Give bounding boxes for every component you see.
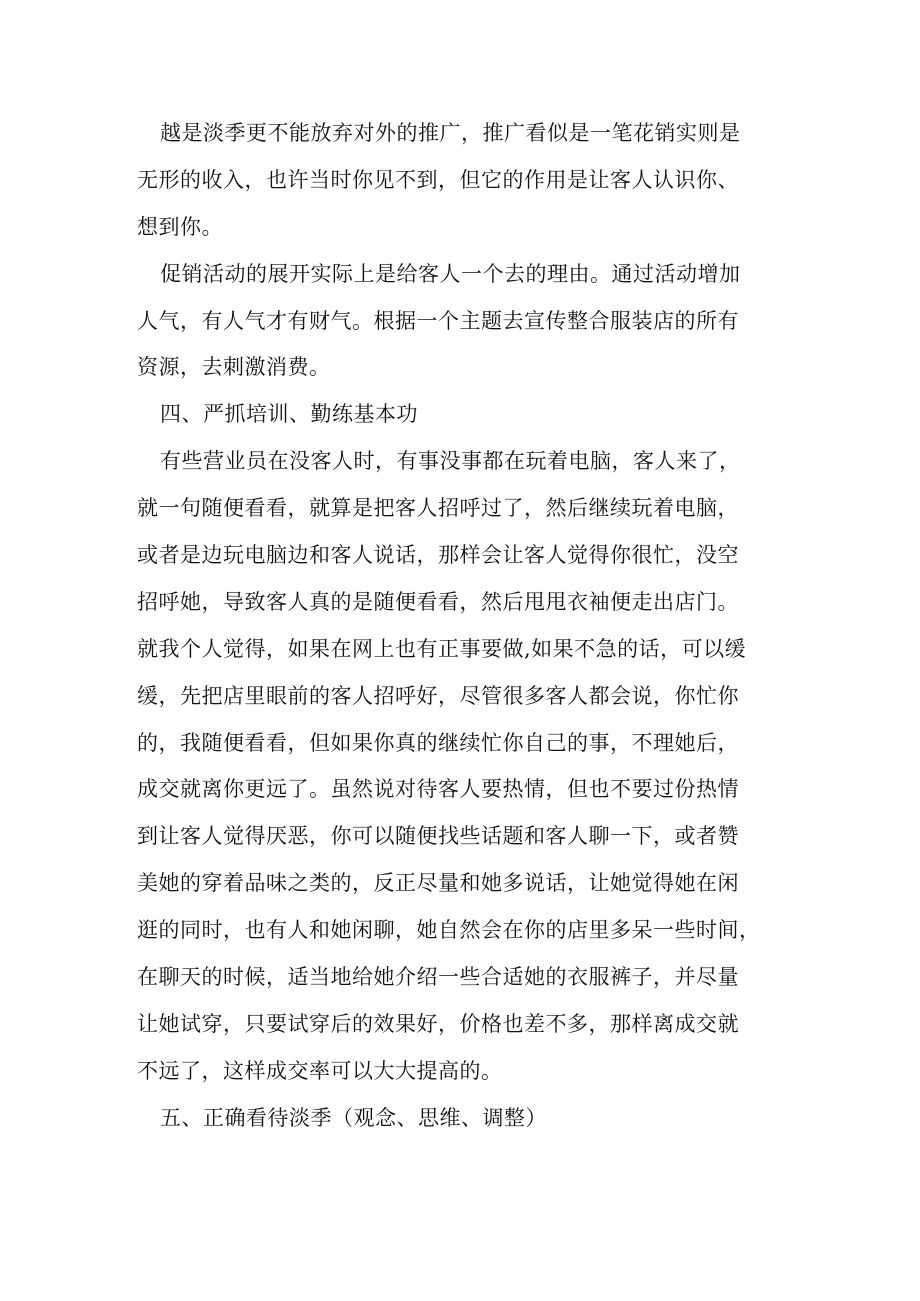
paragraph-staff-training: [137, 438, 761, 1094]
section-heading-text: 五、正确看待淡季（观念、思维、调整）: [160, 1105, 547, 1130]
paragraph-promotion: [137, 110, 757, 251]
text-line: 成交就离你更远了。虽然说对待客人要热情，但也不要过份热情: [137, 777, 739, 802]
text-line: 在聊天的时候，适当地给她介绍一些合适她的衣服裤子，并尽量: [137, 965, 739, 990]
text-line: 促销活动的展开实际上是给客人一个去的理由。通过活动增加: [160, 261, 741, 286]
text-line: 人气，有人气才有财气。根据一个主题去宣传整合服装店的所有: [137, 308, 739, 333]
text-line: 越是淡季更不能放弃对外的推广，推广看似是一笔花销实则是: [160, 121, 741, 145]
text-line: 的，我随便看看，但如果你真的继续忙你自己的事，不理她后，: [137, 730, 739, 755]
text-line: 有些营业员在没客人时，有事没事都在玩着电脑，客人来了，: [160, 449, 741, 474]
section-heading-4: [137, 391, 757, 438]
text-line: 想到你。: [137, 214, 223, 239]
paragraph-sales-activity: [137, 251, 757, 392]
text-line: 就我个人觉得，如果在网上也有正事要做,如果不急的话，可以缓: [137, 636, 747, 661]
text-line: 或者是边玩电脑边和客人说话，那样会让客人觉得你很忙，没空: [137, 543, 739, 568]
text-line: 到让客人觉得厌恶，你可以随便找些话题和客人聊一下，或者赞: [137, 824, 739, 849]
text-line: 招呼她，导致客人真的是随便看看，然后甩甩衣袖便走出店门。: [137, 589, 739, 614]
section-heading-5: [137, 1095, 757, 1142]
text-line: 缓，先把店里眼前的客人招呼好，尽管很多客人都会说，你忙你: [137, 683, 739, 708]
document-body: [137, 110, 761, 1142]
text-line: 逛的同时，也有人和她闲聊，她自然会在你的店里多呆一些时间，: [137, 918, 761, 943]
text-line: 就一句随便看看，就算是把客人招呼过了，然后继续玩着电脑，: [137, 496, 739, 521]
text-line: 不远了，这样成交率可以大大提高的。: [137, 1058, 503, 1083]
text-line: 让她试穿，只要试穿后的效果好，价格也差不多，那样离成交就: [137, 1011, 739, 1036]
section-heading-text: 四、严抓培训、勤练基本功: [160, 402, 418, 427]
text-line: 美她的穿着品味之类的，反正尽量和她多说话，让她觉得她在闲: [137, 871, 739, 896]
text-line: 资源，去刺激消费。: [137, 355, 331, 380]
text-line: 无形的收入，也许当时你见不到，但它的作用是让客人认识你、: [137, 167, 739, 192]
